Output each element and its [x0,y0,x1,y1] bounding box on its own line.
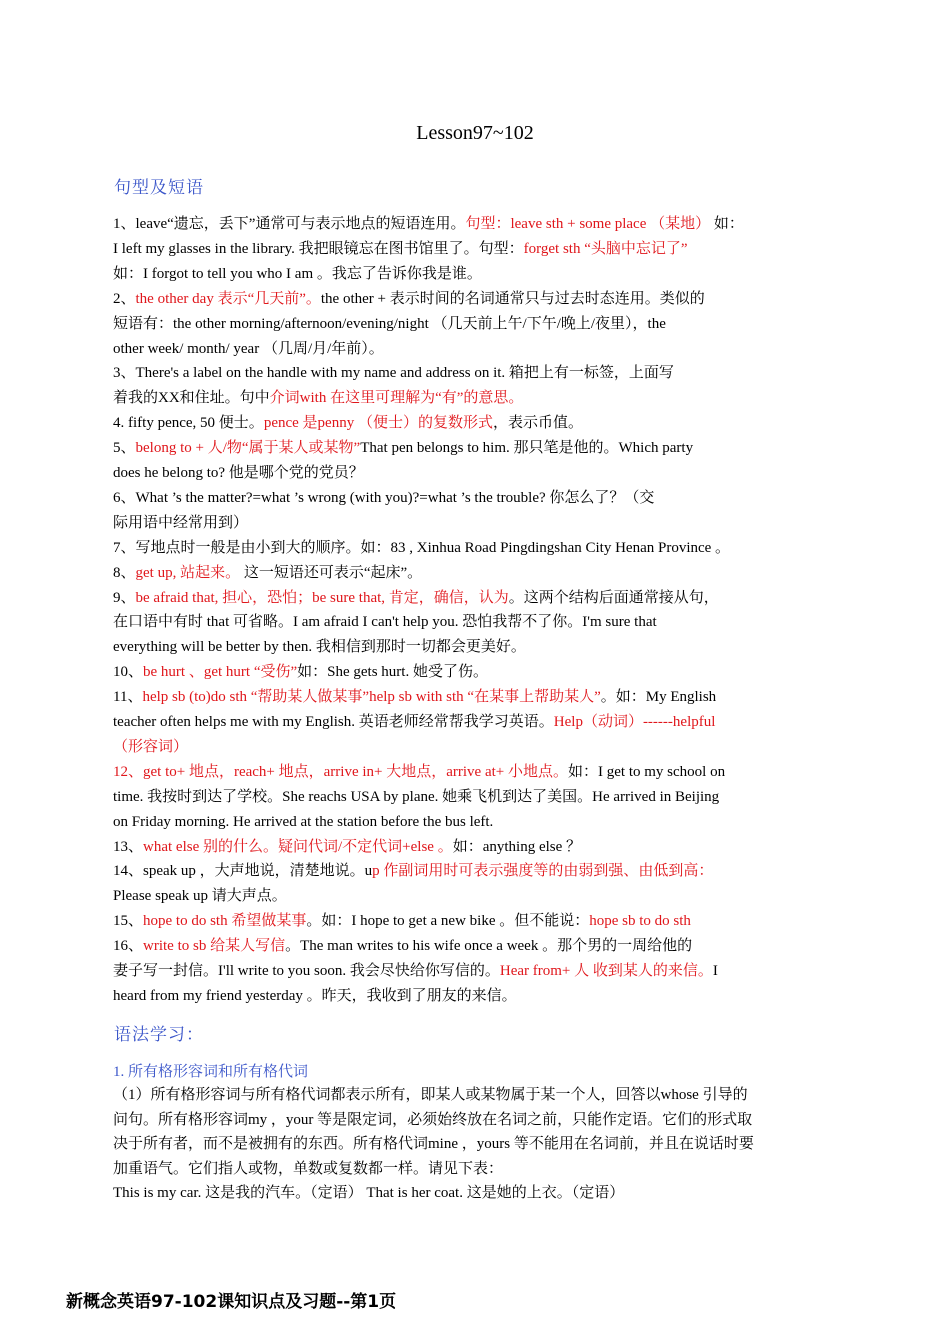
text-line [113,610,837,635]
text-span: 4. fifty pence, 50 便士。 [113,415,264,432]
text-line [113,262,837,287]
text-span: 这一短语还可表示“起床”。 [240,564,423,581]
text-line [113,287,837,312]
text-line [113,984,837,1009]
text-line [113,312,837,337]
text-span: 如：She gets hurt. 她受了伤。 [297,664,488,681]
highlight-text: help sb (to)do sth “帮助某人做某事”help sb with sth “在某事上帮助某人” [142,689,601,706]
text-span: I left my glasses in the library. 我把眼镜忘在图书馆里了。句型： [113,240,524,257]
grammar-line: （1）所有格形容词与所有格代词都表示所有，即某人或某物属于某一个人，回答以whose 引导的 [113,1087,748,1103]
highlight-text: what else 别的什么。疑问代词/不定代词+else 。 [143,838,453,855]
text-span: Please speak up 请大声点。 [113,888,287,905]
text-span: 。这两个结构后面通常接从句， [508,589,719,606]
text-line [113,785,837,810]
text-span: 2、 [113,290,136,307]
text-span: everything will be better by then. 我相信到那时一切都会更美好。 [113,639,526,656]
text-span: 9、 [113,589,136,606]
text-span: 11、 [113,689,143,706]
grammar-line: 决于所有者，而不是被拥有的东西。所有格代词mine ，yours 等不能用在名词前，并且在说话时要 [113,1136,754,1152]
text-span: 如：I forgot to tell you who I am 。我忘了告诉你我是谁。 [113,265,482,282]
text-line [113,660,837,685]
text-span: 短语有：the other morning/afternoon/evening/night （几天前上午/下午/晚上/夜里），the [113,315,666,332]
highlight-text: be hurt 、get hurt “受伤” [143,664,298,681]
text-line [113,212,837,237]
highlight-text: forget sth “头脑中忘记了” [523,240,688,257]
text-span: 如： [710,216,744,232]
grammar-line: 问句。所有格形容词my ，your 等是限定词，必须始终放在名词之前，只能作定语。它们的形式取 [113,1111,753,1128]
text-span: other week/ month/ year （几周/月/年前）。 [113,340,384,357]
highlight-text: write to sb 给某人写信 [143,938,286,955]
text-span: 如：I get to my school on [568,763,726,780]
text-span: heard from my friend yesterday 。昨天，我收到了朋友的来信。 [113,987,517,1004]
text-line [113,884,837,909]
text-line [113,536,837,561]
text-span: 6、What ’s the matter?=what ’s wrong (with you)?=what ’s the trouble? 你怎么了？（交 [113,489,655,506]
section-heading-phrases: 句型及短语 [114,178,204,198]
text-line [113,859,837,884]
text-span: 14、speak up ，大声地说，清楚地说。u [113,863,373,880]
text-line [113,810,837,835]
text-span: 妻子写一封信。I'll write to you soon. 我会尽快给你写信的。 [113,963,500,979]
highlight-text: get up, 站起来。 [135,564,241,581]
highlight-text: be afraid that, 担心，恐怕；be sure that, 肯定，确信，认为 [135,589,509,606]
text-span: 13、 [113,838,144,855]
text-line [113,561,837,586]
text-line [113,386,837,411]
text-span: 。如：I hope to get a new bike 。但不能说： [306,913,590,930]
text-span: the other + 表示时间的名词通常只与过去时态连用。类似的 [320,290,705,307]
lesson-title: Lesson97~102 [416,122,534,144]
highlight-text: （形容词） [113,738,189,755]
text-span: time. 我按时到达了学校。She reachs USA by plane. 她乘飞机到达了美国。He arrived in Beijing [113,788,720,805]
text-line [113,436,837,461]
text-span: 在口语中有时 that 可省略。I am afraid I can't help you. 恐怕我帮不了你。I'm sure that [113,614,657,631]
text-span: That pen belongs to him. 那只笔是他的。Which party [360,440,694,457]
text-span: 15、 [113,913,144,930]
text-line [113,909,837,934]
text-line [113,685,837,710]
text-line [113,934,837,959]
text-line [113,735,837,760]
text-span: on Friday morning. He arrived at the station before the bus left. [113,813,494,830]
text-line [113,586,837,611]
text-line [113,461,837,486]
text-span: ，表示币值。 [492,415,583,432]
text-span: 8、 [113,564,136,581]
text-line [113,361,837,386]
section-heading-grammar: 语法学习： [114,1025,204,1045]
text-span: 如：anything else ？ [452,838,582,855]
highlight-text: 介词with 在这里可理解为“有”的意思。 [269,390,524,407]
grammar-line: This is my car. 这是我的汽车。（定语） That is her coat. 这是她的上衣。（定语） [113,1185,625,1201]
highlight-text: hope sb to do sth [589,913,691,930]
text-span: 10、 [113,664,144,681]
text-line [113,486,837,511]
text-line [113,710,837,735]
text-span: 着我的XX和住址。句中 [113,390,270,407]
text-line [113,237,837,262]
grammar-line: 加重语气。它们指人或物，单数或复数都一样。请见下表： [113,1160,504,1177]
highlight-text: 句型：leave sth + some place （某地） [465,216,711,232]
text-line [113,411,837,436]
text-span: 1、leave“遗忘，丢下”通常可与表示地点的短语连用。 [113,216,466,232]
text-span: 。The man writes to his wife once a week 。那个男的一周给他的 [285,938,693,955]
text-line [113,635,837,660]
text-span: does he belong to? 他是哪个党的党员？ [113,465,364,481]
text-line [113,959,837,984]
text-line [113,760,837,785]
text-span: 。如：My English [600,689,717,706]
highlight-text: p 作副词用时可表示强度等的由弱到强、由低到高： [372,863,714,880]
text-span: 际用语中经常用到） [113,514,249,531]
highlight-text: Help（动词）------helpful [553,714,716,730]
text-span: I [712,963,718,979]
text-span: 5、 [113,440,136,457]
grammar-subheading: 1. 所有格形容词和所有格代词 [113,1064,309,1080]
highlight-text: belong to + 人/物“属于某人或某物” [135,440,361,457]
highlight-text: the other day 表示“几天前”。 [135,290,321,307]
text-line [113,337,837,362]
text-span: 7、写地点时一般是由小到大的顺序。如：83 , Xinhua Road Pingdingshan City Henan Province 。 [113,539,731,556]
text-span: 3、There's a label on the handle with my name and address on it. 箱把上有一标签，上面写 [113,365,674,382]
highlight-text: pence 是penny （便士）的复数形式 [263,415,493,432]
text-line [113,835,837,860]
highlight-text: 12、get to+ 地点，reach+ 地点，arrive in+ 大地点，arrive at+ 小地点。 [113,763,568,780]
text-span: 16、 [113,938,144,955]
text-line [113,511,837,536]
page-footer: 新概念英语97-102课知识点及习题--第1页 [66,1292,397,1312]
text-span: teacher often helps me with my English. 英语老师经常帮我学习英语。 [113,714,554,730]
highlight-text: Hear from+ 人 收到某人的来信。 [499,963,713,979]
highlight-text: hope to do sth 希望做某事 [143,913,307,930]
